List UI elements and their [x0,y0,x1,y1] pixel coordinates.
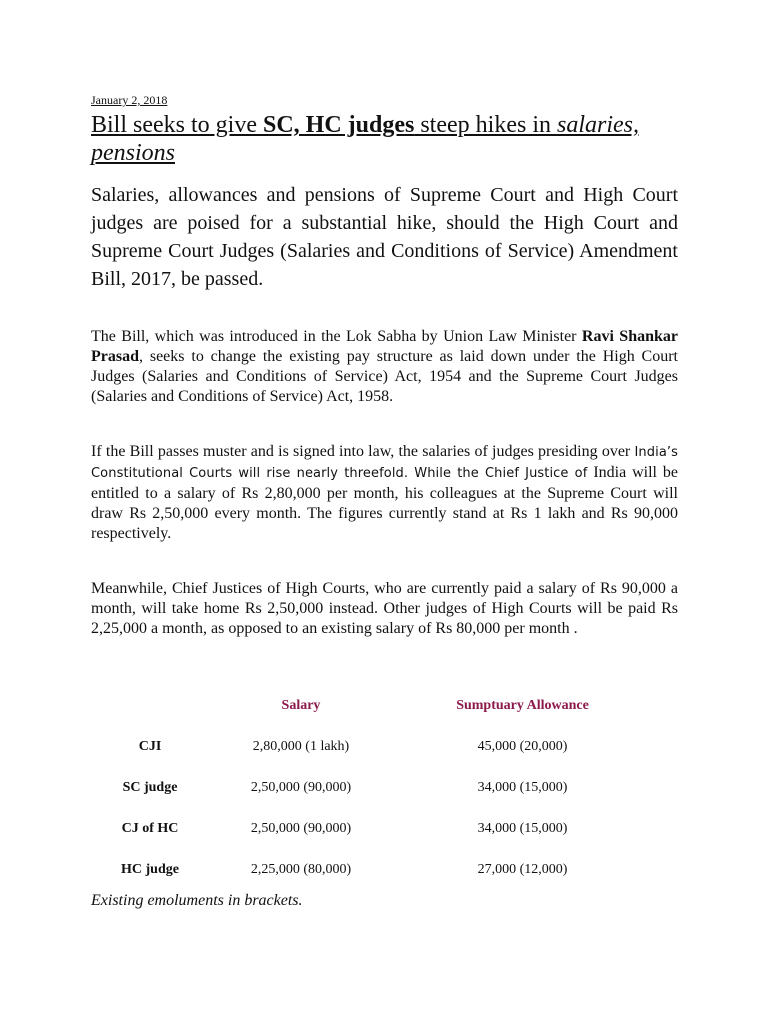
paragraph-1-after: , seeks to change the existing pay structure as laid down under the High Court Judges (Salaries and Conditions of Service) Act, 1954 and the Supreme Court Judges (Salaries and Conditions of Service) Act, 1958. [91,348,678,405]
table-row [91,778,678,819]
table-cell-salary: 2,80,000 (1 lakh) [252,739,350,754]
table-header-salary: Salary [281,698,321,713]
headline-part-4: salaries, pensions [91,112,639,166]
paragraph-2-part-3: India will be entitled to a salary of Rs 2,80,000 per month, his colleagues at the Supreme Court will draw Rs 2,50,000 every month. The figures currently stand at Rs 1 lakh and Rs 90,000 respectively. [91,464,678,542]
article-lede: Salaries, allowances and pensions of Supreme Court and High Court judges are poised for a substantial hike, should the High Court and Supreme Court Judges (Salaries and Conditions of Service) Amendment Bill, 2017, be passed. [91,184,678,290]
paragraph-2-part-1: If the Bill passes muster and is signed into law, the salaries of judges presiding over [91,443,635,460]
table-row [91,737,678,778]
table-cell-salary: 2,50,000 (90,000) [250,821,352,836]
table-cell-salary: 2,50,000 (90,000) [250,780,352,795]
table-cell-allowance: 34,000 (15,000) [477,780,568,795]
table-cell-role: HC judge [121,862,179,877]
table-cell-role: CJ of HC [121,821,179,836]
article-date[interactable]: January 2, 2018 [91,93,168,107]
paragraph-1-before: The Bill, which was introduced in the Lok Sabha by Union Law Minister [91,328,582,345]
table-cell-allowance: 45,000 (20,000) [477,739,568,754]
table-cell-role: SC judge [122,780,178,795]
article-headline[interactable] [91,111,678,167]
salary-table [91,696,678,901]
table-footnote: Existing emoluments in brackets. [91,892,303,909]
paragraph-3: Meanwhile, Chief Justices of High Courts, who are currently paid a salary of Rs 90,000 a month, will take home Rs 2,50,000 instead. Other judges of High Courts will be paid Rs 2,25,000 a month, as opposed to an existing salary of Rs 80,000 per month . [91,580,678,637]
headline-part-3: steep hikes in [414,112,557,138]
headline-part-1: Bill seeks to give [91,112,263,138]
table-header-row [91,696,678,737]
table-cell-role: CJI [138,739,162,754]
minister-name: Ravi Shankar Prasad [91,328,678,365]
table-cell-salary: 2,25,000 (80,000) [250,862,352,877]
article [91,93,678,639]
table-row [91,819,678,860]
table-cell-allowance: 34,000 (15,000) [477,821,568,836]
paragraph-1 [91,327,678,407]
headline-part-2: SC, HC judges [262,112,415,138]
paragraph-2-part-2: India’s Constitutional Courts will rise nearly threefold. While the Chief Justice of [91,445,678,481]
table-header-allowance: Sumptuary Allowance [456,698,589,713]
table-cell-allowance: 27,000 (12,000) [477,862,568,877]
paragraph-2 [91,442,678,544]
